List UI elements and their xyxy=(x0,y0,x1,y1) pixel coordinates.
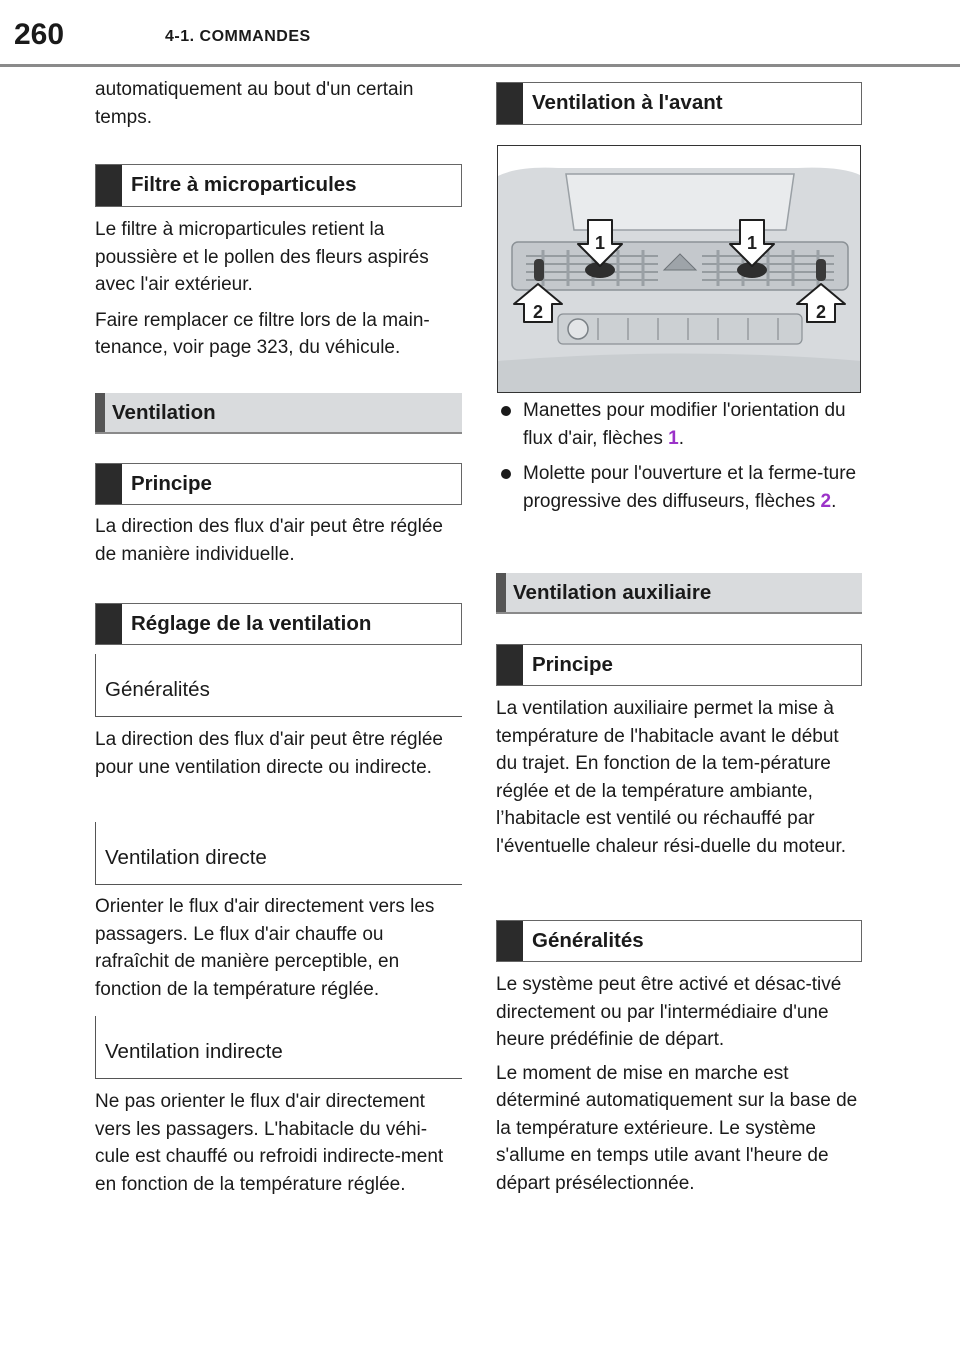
subsection-title: Ventilation directe xyxy=(105,846,267,869)
section-filtre xyxy=(95,164,462,207)
callout-2-left: 2 xyxy=(532,302,544,322)
callout-2-right: 2 xyxy=(815,302,827,322)
reference-number: 1 xyxy=(668,427,679,449)
subsection-title: Ventilation indirecte xyxy=(105,1040,283,1063)
section-ventilation-auxiliaire xyxy=(496,573,862,614)
section-principe xyxy=(95,463,462,505)
filter-paragraph xyxy=(95,216,460,362)
section-title: Filtre à microparticules xyxy=(131,173,357,196)
filter-text-2: Faire remplacer ce filtre lors de la main-tenance, voir page 323, du véhicule. xyxy=(95,309,430,358)
section-bar xyxy=(497,645,523,685)
section-title: Principe xyxy=(131,472,212,495)
section-bar xyxy=(496,573,506,612)
section-title: Ventilation xyxy=(112,401,216,424)
section-reglage xyxy=(95,603,462,645)
bullet-period: . xyxy=(831,490,837,512)
bullet-period: . xyxy=(678,427,685,449)
bullet-icon xyxy=(501,469,511,479)
subsection-directe xyxy=(95,822,462,885)
section-bar xyxy=(96,464,122,504)
principe-paragraph: La direction des flux d'air peut être réglée de manière individuelle. xyxy=(95,516,443,565)
chapter-title: 4-1. COMMANDES xyxy=(165,28,311,45)
section-title: Ventilation auxiliaire xyxy=(513,581,712,604)
subsection-title: Généralités xyxy=(105,678,210,701)
section-bar xyxy=(95,393,105,432)
filter-text-1: Le filtre à microparticules retient la poussière et le pollen des fleurs aspirés avec l'air extérieur. xyxy=(95,219,429,295)
aux-generalites-text-1: Le système peut être activé et désac-tivé directement ou par l'intermédiaire d'une heure prédéfinie de départ. xyxy=(496,974,842,1050)
list-item xyxy=(496,397,861,452)
section-title: Ventilation à l'avant xyxy=(532,91,723,114)
section-ventilation xyxy=(95,393,462,434)
reference-number: 2 xyxy=(820,490,832,512)
section-title: Généralités xyxy=(532,929,644,952)
section-aux-generalites xyxy=(496,920,862,962)
aux-generalites-paragraph xyxy=(496,971,861,1197)
section-bar xyxy=(497,921,523,961)
generalites-paragraph: La direction des flux d'air peut être réglée pour une ventilation directe ou indirecte. xyxy=(95,729,443,778)
section-avant xyxy=(496,82,862,125)
section-bar xyxy=(96,604,122,644)
callout-1-right: 1 xyxy=(746,233,758,253)
dashboard-drawing xyxy=(498,146,861,393)
indirecte-paragraph: Ne pas orienter le flux d'air directement vers les passagers. L'habitacle du véhi-cule est chauffé ou refroidi indirecte-ment en fonction de la température réglée. xyxy=(95,1091,444,1195)
section-title: Réglage de la ventilation xyxy=(131,612,372,635)
aux-generalites-text-2: Le moment de mise en marche est déterminé automatiquement sur la base de la température extérieure. Le système s'allume en temps utile avant l'heure de départ présélectionnée. xyxy=(496,1062,858,1194)
dashboard-vents-illustration xyxy=(497,145,861,393)
section-bar xyxy=(96,165,122,206)
intro-paragraph: automatiquement au bout d'un certain temps. xyxy=(95,79,414,128)
callout-1-left: 1 xyxy=(594,233,606,253)
directe-paragraph: Orienter le flux d'air directement vers les passagers. Le flux d'air chauffe ou rafraîchit de manière perceptible, en fonction de la température réglée. xyxy=(95,896,435,1000)
bullet-icon xyxy=(501,406,511,416)
subsection-generalites xyxy=(95,654,462,717)
section-title: Principe xyxy=(532,653,613,676)
bullet-text: Molette pour l'ouverture et la ferme-ture progressive des diffuseurs, flèches xyxy=(523,463,857,512)
page-number: 260 xyxy=(14,18,65,51)
figure-legend xyxy=(496,397,861,523)
subsection-indirecte xyxy=(95,1016,462,1079)
header-rule xyxy=(0,64,960,67)
list-item xyxy=(496,460,861,515)
aux-principe-paragraph: La ventilation auxiliaire permet la mise à température de l'habitacle avant le début du trajet. En fonction de la tem-pérature réglée et de la température ambiante, l’habitacle est ventilé ou réchauffé par l'éventuelle chaleur rési-duelle du moteur. xyxy=(496,698,847,857)
section-aux-principe xyxy=(496,644,862,686)
bullet-text: Manettes pour modifier l'orientation du flux d'air, flèches xyxy=(523,400,846,449)
section-bar xyxy=(497,83,523,124)
